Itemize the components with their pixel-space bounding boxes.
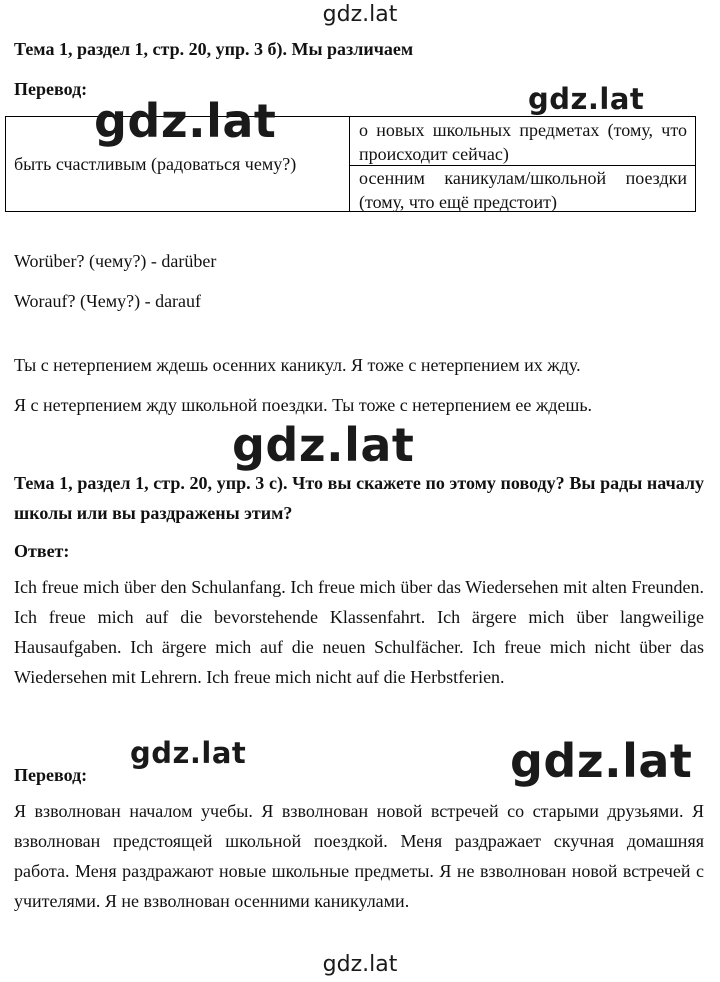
- table-cell-right-top: о новых школьных предметах (тому, что происходит сейчас): [359, 120, 687, 164]
- watermark-lower-left: gdz.lat: [130, 736, 247, 770]
- watermark-bottom: gdz.lat: [322, 952, 398, 977]
- section2-translation-label: Перевод:: [14, 765, 88, 785]
- section2-answer-text: Ich freue mich über den Schulanfang. Ich freue mich über das Wiedersehen mit alten Freunden. Ich freue mich auf die bevorstehende Klassenfahrt. Ich ärgere mich über langweilige Hausaufgaben. Ich ärgere mich auf die neuen Schulfächer. Ich freue mich nicht über das Wiedersehen mit Lehrern. Ich freue mich nicht auf die Herbstferien.: [14, 577, 704, 687]
- question-1: Worüber? (чему?) - darüber: [14, 251, 217, 271]
- table-cell-right-bottom: осенним каникулам/школьной поездки (тому, что ещё предстоит): [359, 168, 687, 212]
- section2-answer-label: Ответ:: [14, 541, 70, 561]
- watermark-table-left: gdz.lat: [94, 94, 277, 148]
- watermark-table-right: gdz.lat: [528, 82, 645, 116]
- watermark-lower-right: gdz.lat: [510, 734, 693, 788]
- section1-heading: Тема 1, раздел 1, стр. 20, упр. 3 б). Мы различаем: [14, 39, 414, 59]
- table-divider-vertical: [349, 117, 350, 211]
- table-cell-left: быть счастливым (радоваться чему?): [14, 154, 297, 174]
- section2-heading: Тема 1, раздел 1, стр. 20, упр. 3 c). Что вы скажете по этому поводу? Вы рады началу школы или вы раздражены этим?: [14, 473, 704, 523]
- section1-translation-label: Перевод:: [14, 79, 88, 99]
- sentence-1: Ты с нетерпением ждешь осенних каникул. Я тоже с нетерпением их жду.: [14, 355, 581, 375]
- question-2: Worauf? (Чему?) - darauf: [14, 291, 202, 311]
- sentence-2: Я с нетерпением жду школьной поездки. Ты тоже с нетерпением ее ждешь.: [14, 395, 593, 415]
- watermark-middle: gdz.lat: [232, 418, 415, 472]
- watermark-top: gdz.lat: [322, 2, 398, 27]
- section2-translation-text: Я взволнован началом учебы. Я взволнован новой встречей со старыми друзьями. Я взволнован предстоящей школьной поездкой. Меня раздражает скучная домашняя работа. Меня раздражают новые школьные предметы. Я не взволнован новой встречей с учителями. Я не взволнован осенними каникулами.: [14, 801, 704, 911]
